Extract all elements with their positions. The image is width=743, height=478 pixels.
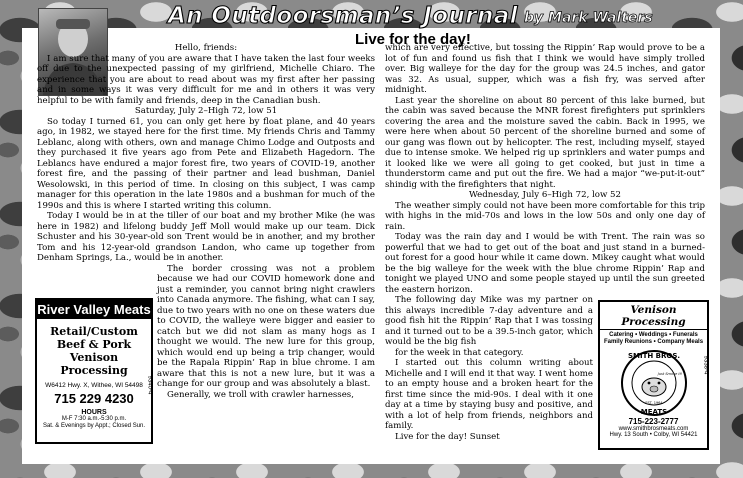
- paragraph: which are very effective, but tossing the Rippin’ Rap would prove to be a lot of fun and found us fish that I think we would have simply trolled over. Big walleye for the day for the group was 24.5 inches, and gator was 32. As usual, supper, which was a fish fry, was served after midnight.: [385, 43, 705, 95]
- ad-name: River Valley Meats: [37, 302, 151, 317]
- paragraph: for the week in that category.: [395, 347, 524, 358]
- pig-logo-icon: [620, 349, 688, 417]
- ad-line: Beef & Pork: [56, 338, 132, 351]
- greeting: Hello, friends:: [174, 43, 238, 53]
- ad-phone: 715 229 4230: [54, 391, 134, 406]
- paragraph: Today I would be in at the tiller of our boat and my brother Mike (he was here in 1982) and lifelong buddy Jeff Moll would make up our team. Dick Schuster and his 30-year-old son Trent would be in another, and my brother Tom and his 12-year-old grandson Landon, who came up together from Denham Springs, La., would be in another.: [37, 211, 375, 263]
- paragraph: So today I turned 61, you can only get here by float plane, and 40 years ago, in 1982, we stayed here for the first time. My friends Chris and Tammy Leblanc, along with others, own and manage Chimo Lodge and Outposts and they purchased it five years ago from Pete and Elizabeth Hagedorn. The Leblancs have endured a major forest fire, two years of COVID-19, another forest fire, and the passing of their partner and lead bushman, Daniel Wesolowski, in this period of time. In closing on this subject, I was camp manager for this operation in the late 1980s and a bushman for much of the 1990s and this is where I started writing this column.: [37, 116, 375, 211]
- author-byline: by Mark Walters: [524, 10, 653, 26]
- logo-est-text: EST. 1964: [644, 401, 663, 405]
- paragraph: The border crossing was not a problem because we had our COVID homework done and just a reminder, you cannot bring night crawlers into Canada anymore. The fishing, what can I say, due to two years with no one on these waters due to COVID, the walleye were bigger and easier to catch but we did not slam as many hogs as I thought we would. The new lure for this group, which would end up being a trip changer, would be the Rapala Rippin’ Rap in blue chrome. I am aware that this is not a new lure, but it was a change for our group and was absolutely a blast.: [157, 263, 375, 389]
- logo-bottom-text: MEATS: [640, 408, 667, 416]
- paragraph: Generally, we troll with crawler harnesses,: [167, 389, 354, 400]
- logo-speech-text: Just Smoke It!: [657, 372, 682, 376]
- ad-address: W6412 Hwy. X, Withee, WI 54498: [45, 382, 143, 389]
- logo-top-text: SMITH BROS.: [627, 352, 680, 360]
- smith-bros-meats-ad: [598, 300, 709, 450]
- paragraph: Last year the shoreline on about 80 percent of this lake burned, but the cabin was saved because the MNR forest firefighters put sprinklers covering the area and the moisture saved the cabin. Back in 1995, we were here when about 50 percent of the shoreline burned and some of our gang was flown out by helicopter. The rest, including myself, stayed due to intense smoke. We helped rig up sprinklers and water pumps and it looked like we were all going to get cooked, but just in time a thunderstorm came and put out the fire. We had a major “we-put-it-out” shindig with the firefighters that night.: [385, 95, 705, 190]
- ad-hours-extra: Sat. & Evenings by Appt.; Closed Sun.: [42, 423, 146, 429]
- date-heading: Wednesday, July 6–High 72, low 52: [469, 190, 621, 200]
- ad-line: Processing: [60, 364, 128, 377]
- ad-line: Venison: [69, 351, 119, 364]
- river-valley-meats-ad: [35, 298, 153, 444]
- ad-phone: 715-223-2777: [628, 417, 679, 426]
- column-subtitle: Live for the day!: [355, 31, 471, 48]
- ad-line: Retail/Custom: [50, 325, 138, 338]
- ad-code: 9338-4: [702, 355, 709, 375]
- date-heading: Saturday, July 2–High 72, low 51: [134, 106, 278, 116]
- ad-code: 9340-4: [146, 375, 153, 395]
- paragraph: The following day Mike was my partner on this always incredible 7-day adventure and a good fish hit the Rippin’ Rap that I was tossing and it turned out to be a 39.5-inch gator, which would be the big fish: [385, 295, 593, 347]
- ad-title: Venison Processing: [600, 304, 707, 330]
- ad-services: Family Reunions • Company Meals: [603, 339, 704, 345]
- paragraph: Today was the rain day and I would be with Trent. The rain was so powerful that we had to get out of the boat and just stand in a burned-out forest for a good hour while it came down. Mikey caught what would be the big walleye for the week with the blue chrome Rippin’ Rap and tonight we played UNO and some people stayed up until the sun greeted the eastern horizon.: [385, 232, 705, 295]
- column-title: An Outdoorsman’s Journal: [168, 3, 518, 29]
- paragraph: I am sure that many of you are aware that I have taken the last four weeks off due to the unexpected passing of my girlfriend, Michelle Chiaro. The experience that you are about to read about was my first after her passing and in some ways it was very difficult for me and in others it was very helpful to be with family and friends, deep in the Canadian bush.: [37, 53, 375, 106]
- ad-address: Hwy. 13 South • Colby, WI 54421: [609, 432, 698, 438]
- ad-hours-title: HOURS: [81, 409, 107, 416]
- ad-hours: M-F 7:30 a.m.-5:30 p.m.: [61, 416, 127, 422]
- paragraph: I started out this column writing about Michelle and I will end it that way. I went home to an empty house and a broken heart for the first time since the mid-90s. I deal with it one day at a time by staying busy and positive, and with a lot of help from friends, neighbors and family.: [385, 358, 593, 431]
- ad-website: www.smithbrosmeats.com: [618, 426, 689, 432]
- paragraph: The weather simply could not have been more comfortable for this trip with highs in the mid-70s and lows in the low 50s and only one day of rain.: [385, 200, 705, 232]
- ad-services: Catering • Weddings • Funerals: [609, 332, 698, 338]
- paragraph: Live for the day! Sunset: [395, 431, 500, 442]
